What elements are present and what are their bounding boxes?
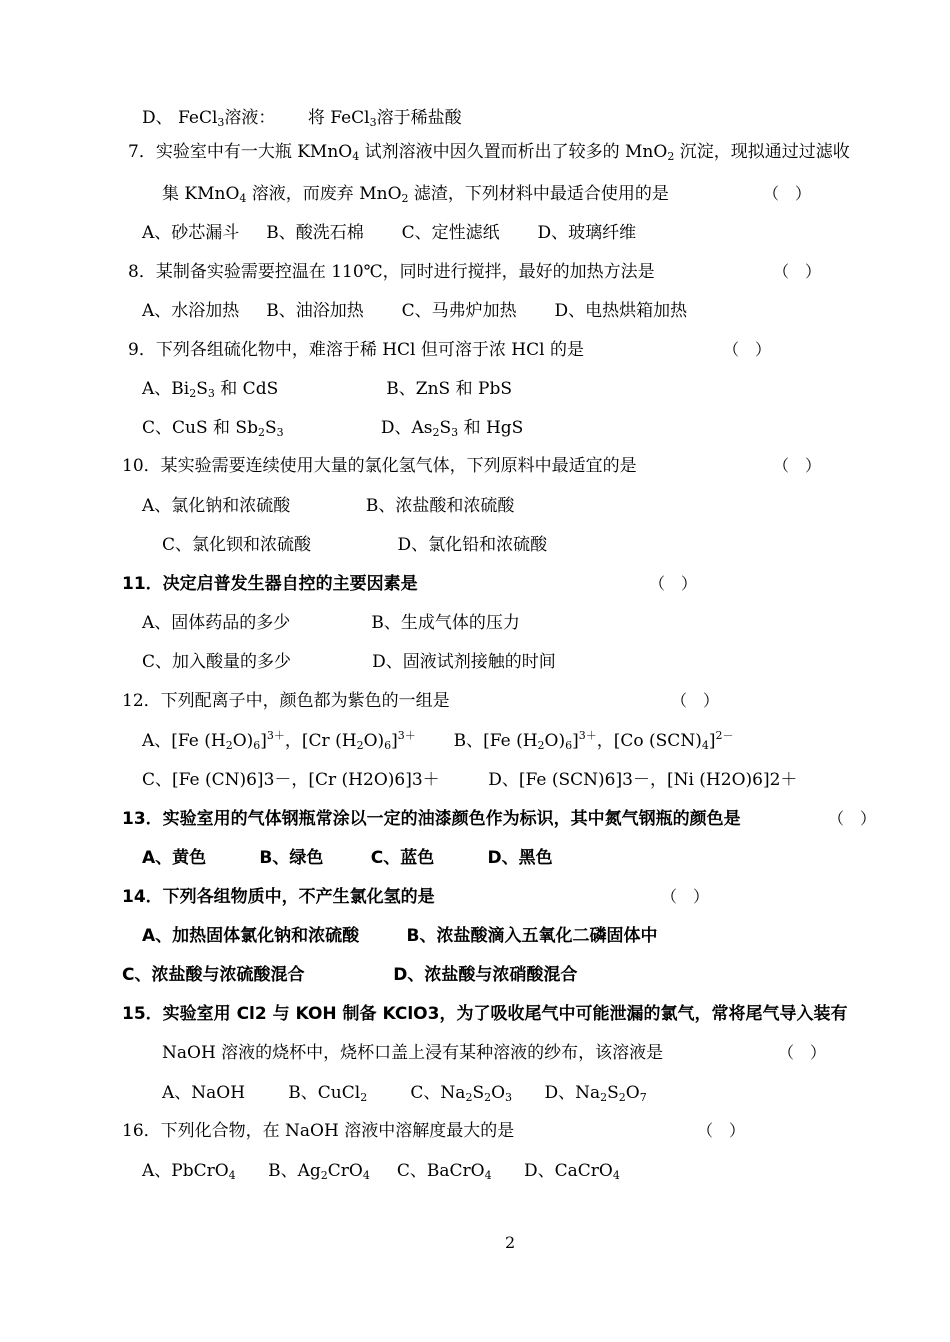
question-line: 11．决定启普发生器自控的主要因素是: [122, 574, 418, 594]
answer-bracket: （ ）: [671, 691, 720, 710]
question-line: C、[Fe (CN)6]3－，[Cr (H2O)6]3＋ D、[Fe (SCN)6]3－，[Ni (H2O)6]2＋: [142, 770, 798, 790]
question-line: C、加入酸量的多少 D、固液试剂接触的时间: [142, 652, 556, 672]
answer-bracket: （ ）: [828, 809, 877, 828]
answer-bracket: （ ）: [773, 456, 822, 475]
answer-bracket: （ ）: [778, 1043, 827, 1062]
question-line: 14．下列各组物质中，不产生氯化氢的是: [122, 887, 435, 907]
question-line: C、浓盐酸与浓硫酸混合 D、浓盐酸与浓硝酸混合: [122, 965, 578, 985]
answer-bracket: （ ）: [763, 184, 812, 203]
answer-bracket: （ ）: [697, 1121, 746, 1140]
question-line: A、$Bi_2S_3$ 和 CdS B、ZnS 和 PbS: [142, 379, 512, 400]
question-line: D、 FeCl$_3$溶液： 将 FeCl$_3$溶于稀盐酸: [142, 108, 462, 129]
question-line: A、[Fe $(H_2O)_6]^{3+}$，[Cr $(H_2O)_6]^{3+}$ B、[Fe $(H_2O)_6]^{3+}$，[Co $(SCN)_4]^{2-}$: [142, 729, 734, 752]
question-line: A、PbCrO$_4$ B、$Ag_2CrO_4$ C、BaCrO$_4$ D、CaCrO$_4$: [142, 1161, 620, 1182]
question-line: A、黄色 B、绿色 C、蓝色 D、黑色: [142, 848, 553, 868]
question-line: 9．下列各组硫化物中，难溶于稀 HCl 但可溶于浓 HCl 的是: [128, 340, 584, 360]
question-line: A、NaOH B、CuCl$_2$ C、$Na_2S_2O_3$ D、$Na_2S_2O_7$: [162, 1083, 647, 1104]
question-line: C、CuS 和 $Sb_2S_3$ D、$As_2S_3$ 和 HgS: [142, 418, 524, 439]
question-line: 13．实验室用的气体钢瓶常涂以一定的油漆颜色作为标识，其中氮气钢瓶的颜色是: [122, 809, 741, 829]
answer-bracket: （ ）: [773, 262, 822, 281]
question-line: 8．某制备实验需要控温在 110℃，同时进行搅拌，最好的加热方法是: [128, 262, 655, 282]
question-line: A、氯化钠和浓硫酸 B、浓盐酸和浓硫酸: [142, 496, 515, 516]
question-line: NaOH 溶液的烧杯中，烧杯口盖上浸有某种溶液的纱布，该溶液是: [162, 1043, 664, 1063]
question-line: 12．下列配离子中，颜色都为紫色的一组是: [122, 691, 450, 711]
question-line: 16．下列化合物，在 NaOH 溶液中溶解度最大的是: [122, 1121, 515, 1141]
question-line: C、氯化钡和浓硫酸 D、氯化铅和浓硫酸: [162, 535, 548, 555]
question-line: A、加热固体氯化钠和浓硫酸 B、浓盐酸滴入五氧化二磷固体中: [142, 926, 658, 946]
answer-bracket: （ ）: [661, 887, 710, 906]
question-line: 7．实验室中有一大瓶 KMnO$_4$ 试剂溶液中因久置而析出了较多的 MnO$_2$ 沉淀，现拟通过过滤收: [128, 142, 850, 163]
answer-bracket: （ ）: [723, 340, 772, 359]
page-number: 2: [505, 1233, 516, 1252]
question-line: A、水浴加热 B、油浴加热 C、马弗炉加热 D、电热烘箱加热: [142, 301, 688, 321]
answer-bracket: （ ）: [649, 574, 698, 593]
question-line: 集 KMnO$_4$ 溶液，而废弃 MnO$_2$ 滤渣，下列材料中最适合使用的是: [162, 184, 669, 205]
question-line: A、砂芯漏斗 B、酸洗石棉 C、定性滤纸 D、玻璃纤维: [142, 223, 637, 243]
question-line: A、固体药品的多少 B、生成气体的压力: [142, 613, 520, 633]
question-line: 10．某实验需要连续使用大量的氯化氢气体，下列原料中最适宜的是: [122, 456, 637, 476]
question-line: 15．实验室用 Cl2 与 KOH 制备 KClO3，为了吸收尾气中可能泄漏的氯气，常将尾气导入装有: [122, 1004, 848, 1024]
